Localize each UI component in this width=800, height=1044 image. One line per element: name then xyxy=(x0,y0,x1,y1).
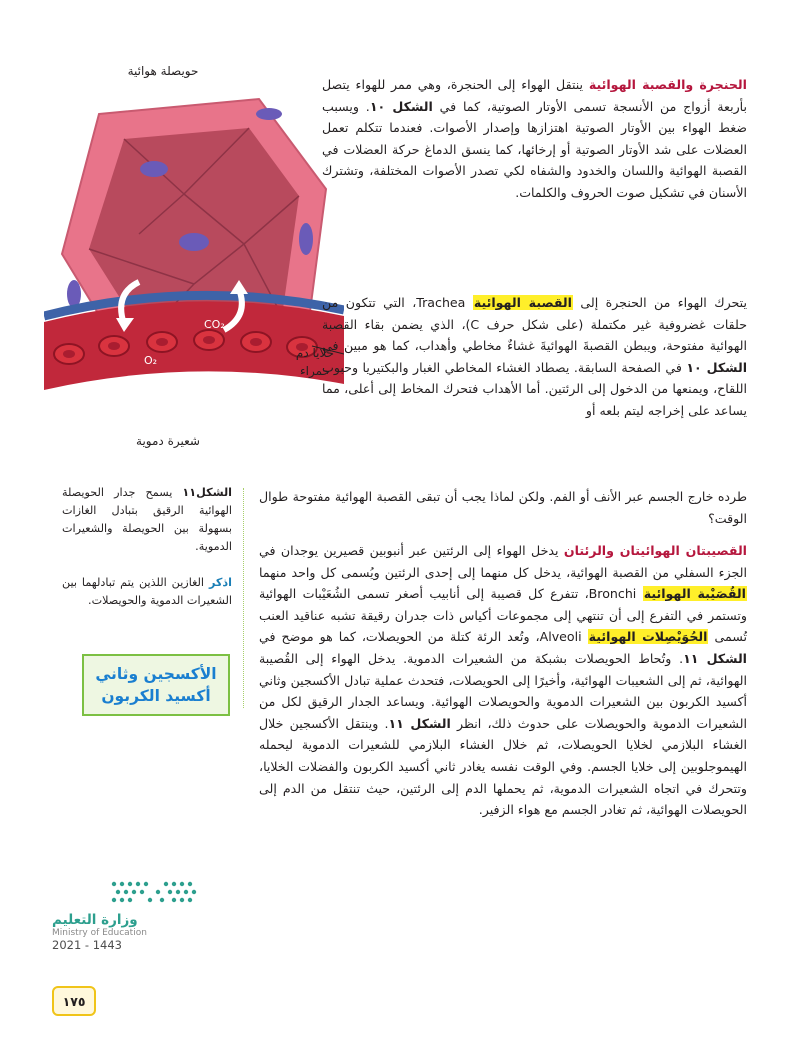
figure-caption xyxy=(62,484,232,556)
caption-text: يسمح جدار الحويصلة الهوائية الرقيق بتبادل الغازات بسهولة بين الحويصلة والشعيرات الدموية. xyxy=(62,486,232,553)
p3-text-c: Alveoli، وتُعد الرئة كتلة من الحويصلات، كما هو موضح في xyxy=(259,629,588,645)
highlight-trachea: القصبة الهوائية xyxy=(473,295,572,310)
remember-prompt xyxy=(62,574,232,610)
term-larynx-trachea: الحنجرة والقصبة الهوائية xyxy=(588,77,747,92)
ministry-emblem-icon xyxy=(106,878,202,908)
highlight-alveoli: الحُوَيْصِلات الهوائية xyxy=(588,629,708,645)
ministry-name-english: Ministry of Education xyxy=(52,928,147,938)
term-bronchi-lungs: القصيبتان الهوائيتان والرئتان xyxy=(563,543,747,558)
nucleus-2 xyxy=(179,233,209,251)
p1-fig-ref: الشكل ١٠ xyxy=(369,98,433,114)
page-number: ١٧٥ xyxy=(52,986,96,1016)
p2-text-wide: طرده خارج الجسم عبر الأنف أو الفم. ولكن لماذا يجب أن تبقى القصبة الهوائية مفتوحة طوال الوقت؟ xyxy=(259,489,747,526)
answer-text: الأكسجين وثاني أكسيد الكربون xyxy=(95,665,217,705)
p1-text-a: ينتقل الهواء إلى الحنجرة، وهي ممر للهواء يتصل بأربعة أزواج من الأنسجة تسمى الأوتار الصوتية، كما في xyxy=(322,77,748,114)
p3-fig-ref-2: الشكل ١١ xyxy=(388,715,451,731)
paragraph-bronchi-lungs xyxy=(259,540,747,821)
p3-text-b: Bronchi، تتفرع كل قصيبة إلى أنابيب أصغر تسمى الشُعَيْبات الهوائية وتستمر في التفرع إلى أن تنتهي إلى مجموعات أكياس ذات جدران رقيقة تشبه عناقيد العنب تُسمى xyxy=(259,586,747,645)
co2-label: CO₂ xyxy=(204,318,225,331)
p2-text-b: Trachea، التي تتكون من حلقات غضروفية غير مكتملة (على شكل حرف C)، الذي يضمن بقاء القصبة الهوائية مفتوحة، ويبطن القصبةَ الهوائيةَ غشاءٌ مخاطي وأهداب، كما هو مبين في xyxy=(322,295,747,354)
p2-text-c: في الصفحة السابقة. يصطاد الغشاء المخاطي الغبار والبكتيريا وحبوب اللقاح، ويمنعها من الدخول إلى الرئتين. أما الأهداب فتحرك المخاط إلى أعلى، مما يساعد على إخراجه ليتم بلعه أو xyxy=(322,359,747,418)
edition-year: 2021 - 1443 xyxy=(52,938,122,952)
nucleus-1 xyxy=(140,161,168,177)
p3-text-e: . وينتقل الأكسجين خلال الغشاء البلازمي لخلايا الحويصلات، ثم خلال الغشاء البلازمي للشعيرات الدموية ليحمله الهيموجلوبين إلى خلايا الجسم. وفي الوقت نفسه يغادر ثاني أكسيد الكربون والفضلات الخلايا، وتتحرك في اتجاه الشعيرات الدموية، ثم يحملها الدم إلى الرئتين، حيث تنتقل من الدم إلى الحويصلات الهوائية، ثم تغادر الجسم مع هواء الزفير. xyxy=(259,715,747,818)
paragraph-trachea-continued xyxy=(259,486,747,529)
remember-label: اذكر xyxy=(208,576,232,589)
alveolus-label: حويصلة هوائية xyxy=(127,64,199,78)
paragraph-larynx xyxy=(322,74,747,204)
caption-fig-number: الشكل١١ xyxy=(182,486,232,499)
paragraph-trachea xyxy=(322,292,747,422)
o2-label: O₂ xyxy=(144,354,158,367)
capillary-label: شعيرة دموية xyxy=(136,434,200,448)
answer-box xyxy=(82,654,230,716)
p3-text-d: . وتُحاط الحويصلات بشبكة من الشعيرات الدموية. يدخل الهواء إلى القُصيبة الهوائية، ثم إلى الشعيبات الهوائية، وأخيرًا إلى الحويصلات، فتحدث عملية تبادل الأكسجين وثاني أكسيد الكربون بين الشعيرات الدموية والحويصلات الهوائية. ويساعد الجدار الرقيق لكل من الشعيرات الدموية والحويصلات على حدوث ذلك، انظر xyxy=(259,650,747,731)
ministry-logo xyxy=(52,878,202,952)
nucleus-3 xyxy=(299,223,313,255)
highlight-bronchi: القُصَيْبة الهوائية xyxy=(643,586,746,602)
p3-fig-ref-1: الشكل ١١ xyxy=(683,650,747,666)
ministry-name-arabic: وزارة التعليم xyxy=(52,912,138,928)
remember-text: الغازين اللذين يتم تبادلهما بين الشعيرات الدموية والحويصلات. xyxy=(62,576,232,607)
p3-text-a: يدخل الهواء إلى الرئتين عبر أنبوبين قصيرين يوجدان في الجزء السفلي من القصبة الهوائية، يدخل كل منهما إلى إحدى الرئتين ويُسمى كل واحد منهما xyxy=(259,543,747,580)
p2-text-a: يتحرك الهواء من الحنجرة إلى xyxy=(572,295,747,310)
p1-text-b: . ويسبب ضغط الهواء بين الأوتار الصوتية اهتزازها وإصدار الأصوات. فعندما تتكلم تعمل العضلات على شد الأوتار الصوتية أو إرخائها، كما ينسق الدماغ حركة العضلات في القصبة الهوائية واللسان والخدود والشفاه لكي تصدر الأصوات المختلفة، وتشترك الأسنان في تشكيل صوت الحروف والكلمات. xyxy=(322,98,747,200)
blood-cells-label: خلايا دم حمراء xyxy=(295,346,335,378)
nucleus-5 xyxy=(256,108,282,120)
sidebar-divider xyxy=(243,488,244,708)
p2-fig-ref: الشكل ١٠ xyxy=(686,359,748,375)
